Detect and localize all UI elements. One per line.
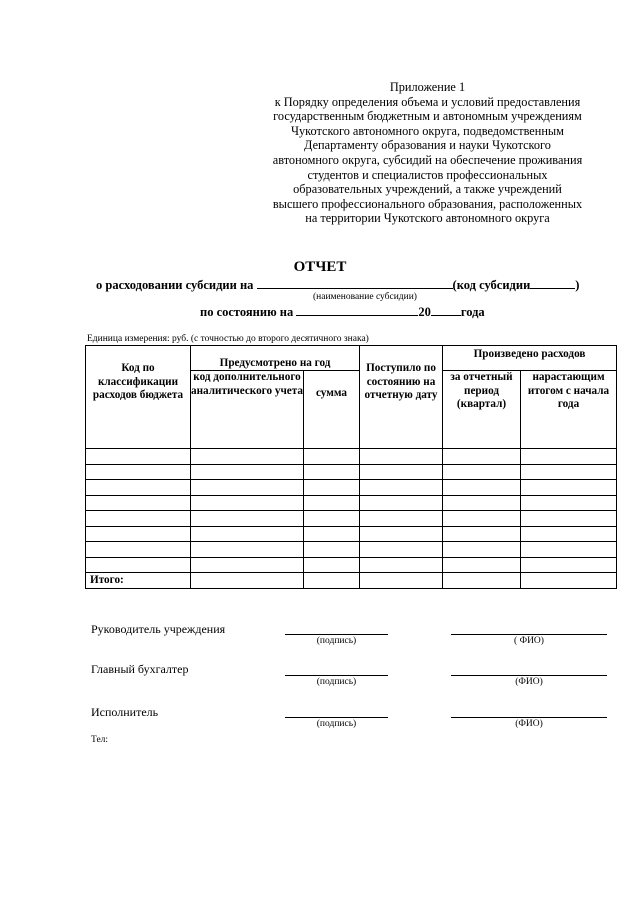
annex-line: на территории Чукотского автономного округа — [305, 211, 550, 226]
executor-name-note: (ФИО) — [515, 719, 543, 729]
executor-name-line[interactable] — [451, 717, 607, 718]
header-spent-total: нарастающим итогом с начала года — [521, 371, 617, 449]
annex-line: государственным бюджетным и автономным учреждениям — [273, 109, 582, 124]
accountant-name-line[interactable] — [451, 675, 607, 676]
annex-line: Департаменту образования и науки Чукотского — [304, 138, 551, 153]
header-planned-sum: сумма — [304, 371, 360, 449]
header-spent-period: за отчетный период (квартал) — [443, 371, 521, 449]
unit-of-measure: Единица измерения: руб. (с точностью до второго десятичного знака) — [87, 334, 369, 344]
accountant-signature-note: (подпись) — [316, 677, 357, 687]
table-row — [86, 480, 617, 496]
annex-block — [255, 80, 600, 226]
annex-line: к Порядку определения объема и условий предоставления — [274, 94, 581, 109]
year-label: года — [460, 305, 485, 319]
subsidy-name-note: (наименование субсидии) — [313, 292, 417, 302]
annex-line: автономного округа, субсидий на обеспечение проживания — [272, 152, 583, 167]
table-row — [86, 495, 617, 511]
table-row — [86, 511, 617, 527]
subsidy-name-blank[interactable] — [257, 277, 453, 289]
executor-label: Исполнитель — [91, 705, 159, 719]
executor-signature-note: (подпись) — [316, 719, 357, 729]
subsidy-code-blank[interactable] — [530, 277, 575, 289]
head-label: Руководитель учреждения — [91, 622, 226, 636]
accountant-name-note: (ФИО) — [515, 677, 543, 687]
head-signature-line[interactable] — [285, 634, 388, 635]
table-row — [86, 557, 617, 573]
report-title: ОТЧЕТ — [293, 259, 347, 275]
annex-line: высшего профессионального образования, расположенных — [272, 196, 583, 211]
tel-label: Тел: — [91, 735, 109, 745]
header-planned: Предусмотрено на год — [191, 346, 360, 371]
subsidy-label: о расходовании субсидии на — [96, 278, 254, 292]
report-subsidy-line — [96, 277, 579, 293]
annex-line: образовательных учреждений, а также учреждений — [293, 182, 562, 197]
head-signature-note: (подпись) — [316, 636, 357, 646]
date-blank[interactable] — [296, 304, 418, 316]
head-name-line[interactable] — [451, 634, 607, 635]
annex-line: Чукотского автономного округа, подведомственным — [291, 123, 564, 138]
year-prefix: 20 — [418, 305, 431, 319]
subsidy-code-close: ) — [575, 278, 580, 292]
header-spent: Произведено расходов — [443, 346, 617, 371]
subsidy-code-label: (код субсидии — [452, 278, 531, 292]
accountant-signature-line[interactable] — [285, 675, 388, 676]
date-label: по состоянию на — [200, 305, 294, 319]
annex-line: студентов и специалистов профессиональных — [307, 167, 548, 182]
accountant-label: Главный бухгалтер — [91, 662, 189, 676]
header-received: Поступило по состоянию на отчетную дату — [360, 346, 443, 449]
header-planned-code: код дополнительного аналитического учета — [191, 371, 304, 449]
year-blank[interactable] — [431, 304, 461, 316]
header-budget-code: Код по классификации расходов бюджета — [86, 346, 191, 449]
table-row — [86, 526, 617, 542]
report-date-line — [200, 304, 485, 320]
total-row — [86, 573, 617, 589]
table-row — [86, 449, 617, 465]
annex-line: Приложение 1 — [389, 80, 466, 94]
report-table — [85, 345, 617, 589]
head-name-note: ( ФИО) — [514, 636, 544, 646]
table-row — [86, 542, 617, 558]
table-row — [86, 464, 617, 480]
total-label: Итого: — [86, 573, 191, 589]
executor-signature-line[interactable] — [285, 717, 388, 718]
